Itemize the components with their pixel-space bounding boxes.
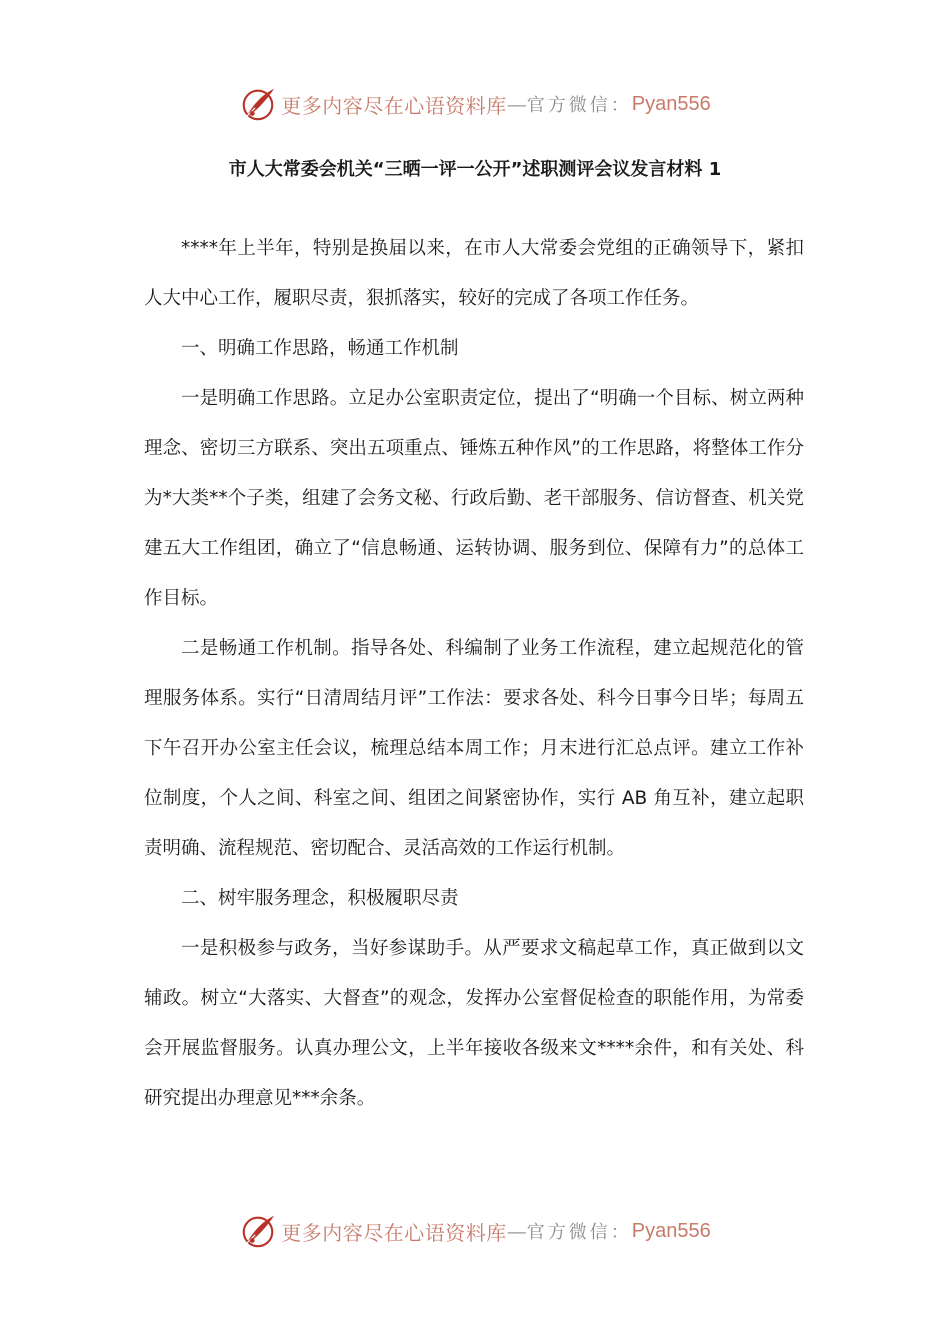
wechat-handle: Pyan556 — [631, 92, 711, 115]
section-heading-2: 二、树牢服务理念，积极履职尽责 — [181, 888, 459, 909]
quill-pen-in-circle-icon — [239, 1212, 277, 1250]
body-paragraph: 一是积极参与政务，当好参谋助手。从严要求文稿起草工作，真正做到以文辅政。树立“大落实、大督查”的观念，发挥办公室督促检查的职能作用，为常委会开展监督服务。认真办理公文，上半年接收各级来文****余件，和有关处、科研究提出办理意见***余条。 — [144, 938, 804, 1109]
intro-paragraph: ****年上半年，特别是换届以来，在市人大常委会党组的正确领导下，紧扣人大中心工作，履职尽责，狠抓落实，较好的完成了各项工作任务。 — [144, 238, 804, 309]
separator: — — [506, 1219, 527, 1243]
body-paragraph: 一是明确工作思路。立足办公室职责定位，提出了“明确一个目标、树立两种理念、密切三方联系、突出五项重点、锤炼五种作风”的工作思路，将整体工作分为*大类**个子类，组建了会务文秘、行政后勤、老干部服务、信访督查、机关党建五大工作组团，确立了“信息畅通、运转协调、服务到位、保障有力”的总体工作目标。 — [144, 388, 804, 609]
promo-text: 更多内容尽在心语资料库 — [281, 93, 507, 118]
wechat-label: 官方微信： — [526, 95, 632, 116]
section-heading-1: 一、明确工作思路，畅通工作机制 — [181, 338, 459, 359]
header-banner — [0, 84, 950, 124]
body-paragraph: 二是畅通工作机制。指导各处、科编制了业务工作流程，建立起规范化的管理服务体系。实行“日清周结月评”工作法：要求各处、科今日事今日毕；每周五下午召开办公室主任会议，梳理总结本周工作；月末进行汇总点评。建立工作补位制度，个人之间、科室之间、组团之间紧密协作，实行 AB 角互补，建立起职责明确、流程规范、密切配合、灵活高效的工作运行机制。 — [144, 638, 804, 859]
document-body — [144, 224, 804, 1124]
promo-text: 更多内容尽在心语资料库 — [281, 1220, 507, 1245]
wechat-handle: Pyan556 — [631, 1219, 711, 1242]
quill-pen-in-circle-icon — [239, 85, 277, 123]
footer-banner — [0, 1211, 950, 1251]
wechat-label: 官方微信： — [526, 1222, 632, 1243]
document-title: 市人大常委会机关“三晒一评一公开”述职测评会议发言材料 1 — [228, 159, 722, 180]
separator: — — [506, 92, 527, 116]
